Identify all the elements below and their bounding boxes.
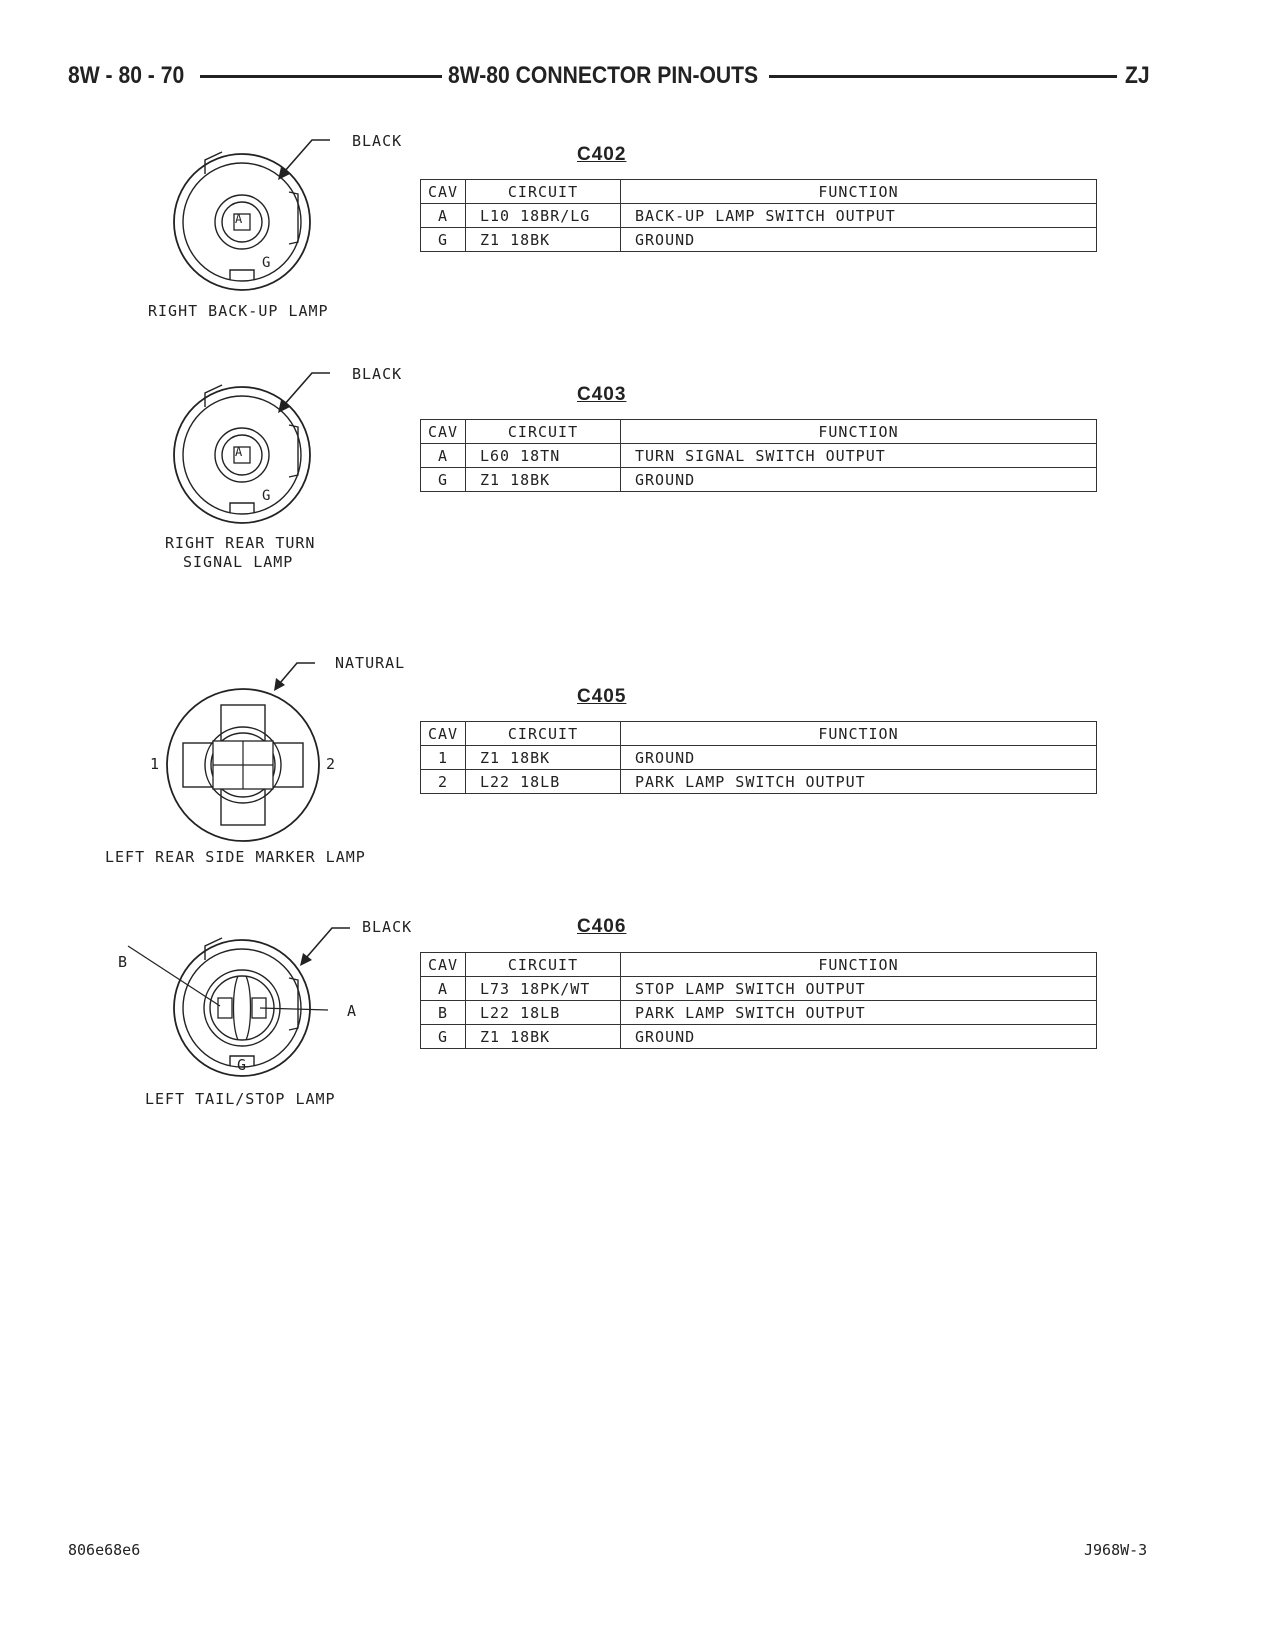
circuit-cell: L73 18PK/WT (466, 977, 621, 1001)
table-header-row (421, 420, 1097, 444)
function-cell: TURN SIGNAL SWITCH OUTPUT (621, 444, 1097, 468)
connector-color: BLACK (362, 918, 413, 936)
column-header-circuit: CIRCUIT (466, 420, 621, 444)
table-header-row (421, 953, 1097, 977)
cav-cell: A (421, 204, 466, 228)
function-cell: PARK LAMP SWITCH OUTPUT (621, 1001, 1097, 1025)
cavity-label: G (262, 255, 272, 271)
column-header-cav: CAV (421, 722, 466, 746)
footer-right-code: J968W-3 (1084, 1541, 1148, 1559)
page-header (68, 60, 1158, 96)
circuit-cell: Z1 18BK (466, 746, 621, 770)
circuit-cell: L22 18LB (466, 770, 621, 794)
connector-id: C406 (577, 916, 627, 937)
connector-id: C402 (577, 144, 627, 165)
cav-cell: G (421, 228, 466, 252)
column-header-circuit: CIRCUIT (466, 722, 621, 746)
cav-cell: B (421, 1001, 466, 1025)
circuit-cell: Z1 18BK (466, 228, 621, 252)
connector-name: LEFT REAR SIDE MARKER LAMP (105, 848, 366, 866)
column-header-circuit: CIRCUIT (466, 180, 621, 204)
column-header-circuit: CIRCUIT (466, 953, 621, 977)
model-code: ZJ (1125, 62, 1150, 89)
cavity-label: B (118, 953, 129, 971)
circuit-cell: L60 18TN (466, 444, 621, 468)
connector-id: C405 (577, 686, 627, 707)
function-cell: GROUND (621, 228, 1097, 252)
column-header-function: FUNCTION (621, 953, 1097, 977)
column-header-cav: CAV (421, 420, 466, 444)
column-header-function: FUNCTION (621, 180, 1097, 204)
function-cell: PARK LAMP SWITCH OUTPUT (621, 770, 1097, 794)
cavity-label: 1 (150, 755, 161, 773)
function-cell: GROUND (621, 1025, 1097, 1049)
header-rule-right (769, 75, 1117, 78)
connector-color: BLACK (352, 365, 403, 383)
column-header-cav: CAV (421, 180, 466, 204)
cav-cell: A (421, 977, 466, 1001)
connector-id: C403 (577, 384, 627, 405)
table-row (421, 228, 1097, 252)
cavity-label: G (237, 1056, 248, 1074)
table-header-row (421, 722, 1097, 746)
table-row (421, 468, 1097, 492)
cav-cell: G (421, 1025, 466, 1049)
circuit-cell: Z1 18BK (466, 468, 621, 492)
pinout-table-c406 (420, 952, 1097, 1049)
cavity-label: A (347, 1002, 358, 1020)
cav-cell: A (421, 444, 466, 468)
table-row (421, 770, 1097, 794)
pinout-table-c402 (420, 179, 1097, 252)
cav-cell: 2 (421, 770, 466, 794)
cav-cell: 1 (421, 746, 466, 770)
table-row (421, 1001, 1097, 1025)
cavity-label: 2 (326, 755, 337, 773)
circuit-cell: L22 18LB (466, 1001, 621, 1025)
cav-cell: G (421, 468, 466, 492)
header-rule-left (200, 75, 442, 78)
connector-c405-diagram (150, 655, 410, 855)
function-cell: STOP LAMP SWITCH OUTPUT (621, 977, 1097, 1001)
table-row (421, 1025, 1097, 1049)
table-row (421, 444, 1097, 468)
cavity-label: G (262, 488, 272, 504)
pinout-table-c405 (420, 721, 1097, 794)
column-header-function: FUNCTION (621, 420, 1097, 444)
function-cell: GROUND (621, 468, 1097, 492)
cavity-label: A (235, 445, 244, 459)
table-row (421, 977, 1097, 1001)
connector-color: NATURAL (335, 654, 406, 672)
footer-left-code: 806e68e6 (68, 1541, 141, 1559)
page-title: 8W-80 CONNECTOR PIN-OUTS (448, 62, 759, 89)
connector-color: BLACK (352, 132, 403, 150)
pinout-table-c403 (420, 419, 1097, 492)
connector-c402-diagram (150, 130, 410, 320)
connector-name: LEFT TAIL/STOP LAMP (145, 1090, 336, 1108)
page-number: 8W - 80 - 70 (68, 62, 185, 89)
table-row (421, 204, 1097, 228)
function-cell: BACK-UP LAMP SWITCH OUTPUT (621, 204, 1097, 228)
column-header-cav: CAV (421, 953, 466, 977)
circuit-cell: L10 18BR/LG (466, 204, 621, 228)
table-header-row (421, 180, 1097, 204)
column-header-function: FUNCTION (621, 722, 1097, 746)
connector-name: RIGHT BACK-UP LAMP (148, 302, 329, 320)
circuit-cell: Z1 18BK (466, 1025, 621, 1049)
function-cell: GROUND (621, 746, 1097, 770)
connector-name-line2: SIGNAL LAMP (183, 553, 294, 571)
cavity-label: A (235, 212, 244, 226)
connector-name-line1: RIGHT REAR TURN (165, 534, 316, 552)
table-row (421, 746, 1097, 770)
connector-c403-diagram (150, 365, 410, 555)
